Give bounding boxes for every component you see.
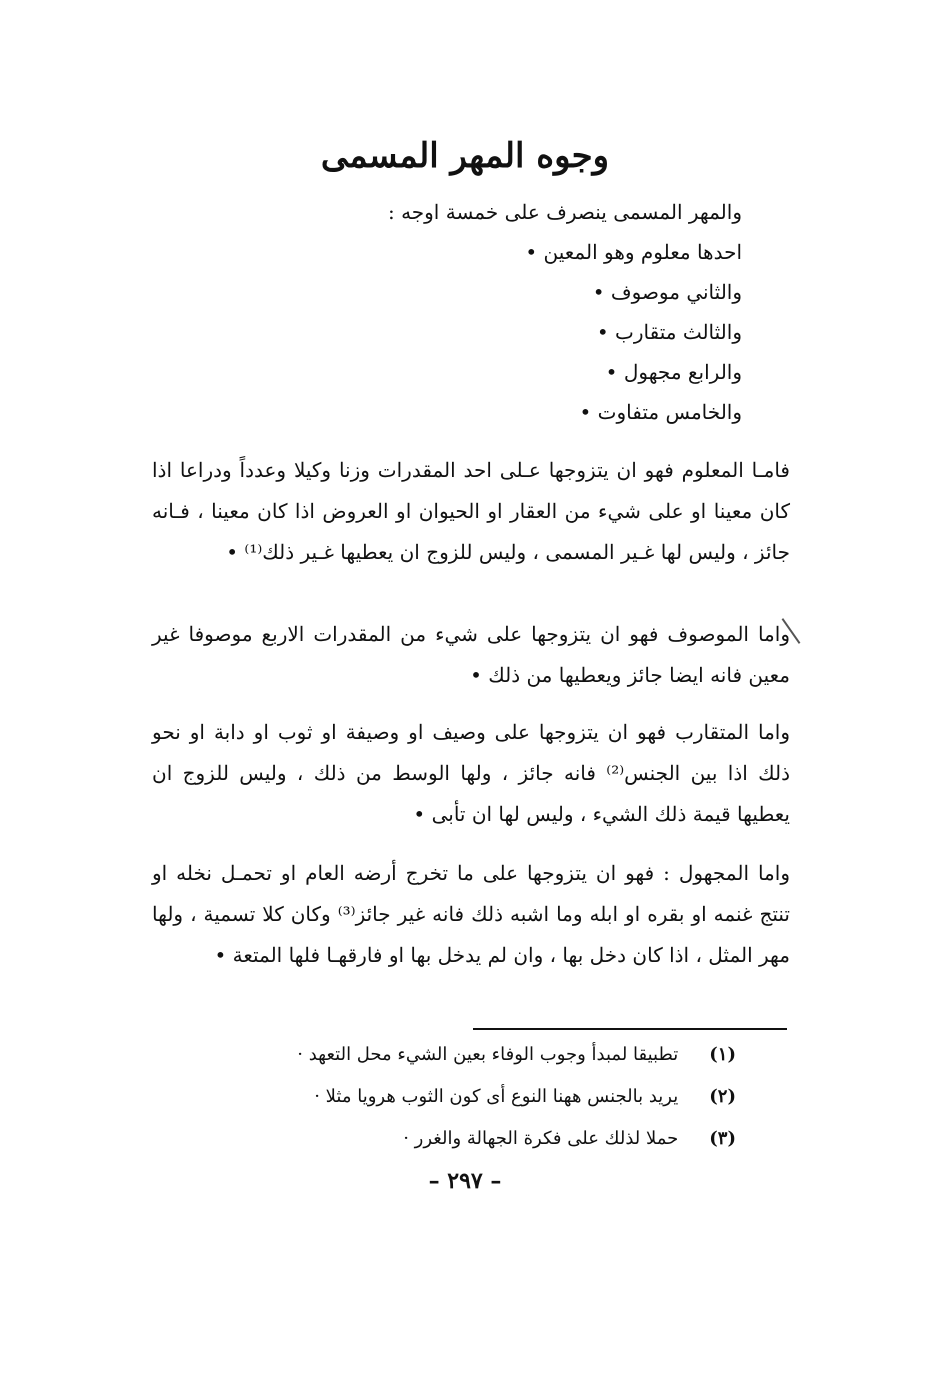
footnote-text: تطبيقا لمبدأ وجوب الوفاء بعين الشيء محل التعهد · — [297, 1044, 679, 1065]
footnote-text: حملا لذلك على فكرة الجهالة والغرر · — [403, 1128, 679, 1149]
list-item: احدها معلوم وهو المعين • — [525, 240, 742, 264]
list-item: والخامس متفاوت • — [579, 400, 742, 424]
footnote-number: (٢) — [709, 1086, 736, 1107]
footnote — [297, 1118, 736, 1160]
paragraph-approximate: واما المتقارب فهو ان يتزوجها على وصيف او وصيفة او ثوب او دابة او نحو ذلك اذا بين الجنس⁽²⁾ فانه جائز ، ولها الوسط من ذلك ، وليس للزوج ان يعطيها قيمة ذلك الشيء ، وليس لها ان تأبى • — [152, 720, 790, 826]
list-item: والثاني موصوف • — [592, 280, 742, 304]
footnote — [297, 1034, 736, 1076]
list-item: والثالث متقارب • — [596, 320, 742, 344]
page-number: – ٢٩٧ – — [428, 1168, 502, 1194]
list-item: والرابع مجهول • — [605, 360, 742, 384]
paragraph-described: واما الموصوف فهو ان يتزوجها على شيء من المقدرات الاربع موصوفا غير معين فانه ايضا جائز ويعطيها من ذلك • — [152, 622, 790, 687]
section-heading: وجوه المهر المسمى — [320, 136, 610, 176]
intro-list — [388, 192, 742, 432]
paragraph-unknown: واما المجهول : فهو ان يتزوجها على ما تخرج أرضه العام او تحمـل نخله او تنتج غنمه او بقره او ابله وما اشبه ذلك فانه غير جائز⁽³⁾ وكان كلا تسمية ، ولها مهر المثل ، اذا كان دخل بها ، وان لم يدخل بها او فارقهـا فلها المتعة • — [152, 861, 790, 967]
footnote-divider — [473, 1028, 787, 1030]
footnote — [297, 1076, 736, 1118]
footnotes — [297, 1034, 736, 1160]
intro-lead: والمهر المسمى ينصرف على خمسة اوجه : — [387, 200, 742, 224]
paragraph-known: فامـا المعلوم فهو ان يتزوجها عـلى احد المقدرات وزنا وكيلا وعدداً ودراعا اذا كان معينا او على شيء من العقار او الحيوان او العروض اذا كان معينا ، فـانه جائز ، وليس لها غـير المسمى ، وليس للزوج ان يعطيها غـير ذلك⁽¹⁾ • — [152, 458, 790, 564]
footnote-number: (٣) — [709, 1128, 736, 1149]
footnote-number: (١) — [709, 1044, 736, 1065]
footnote-text: يريد بالجنس ههنا النوع أى كون الثوب هرويا مثلا · — [314, 1086, 679, 1107]
